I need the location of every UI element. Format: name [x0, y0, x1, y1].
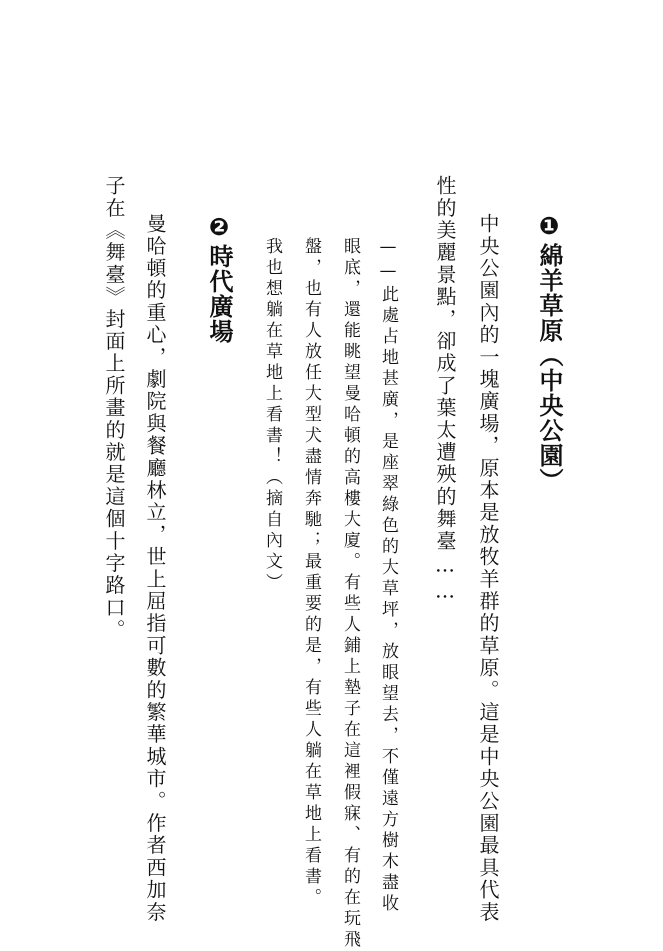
- section1-body-line-2: 性的美麗景點，卻成了葉太遭殃的舞臺……: [433, 175, 457, 605]
- section-heading-times-square: [207, 213, 231, 344]
- quote-line-2: 眼底，還能眺望曼哈頓的高樓大廈。有些人鋪上墊子在這裡假寐、有的在玩飛: [340, 237, 360, 951]
- section-title-1: 綿羊草原（中央公園）: [535, 243, 563, 493]
- quote-line-3: 盤，也有人放任大型犬盡情奔馳；最重要的是，有些人躺在草地上看書。: [301, 237, 321, 909]
- quote-line-4: 我也想躺在草地上看書！（摘自內文）: [262, 237, 282, 594]
- section-number-1: ❶: [535, 212, 563, 241]
- section-number-2: ❷: [205, 213, 233, 242]
- section2-body-line-1: 曼哈頓的重心，劇院與餐廳林立，世上屈指可數的繁華城市。作者西加奈: [143, 213, 167, 924]
- section-title-2: 時代廣場: [205, 244, 233, 344]
- quote-line-1: ——此處占地甚廣，是座翠綠色的大草坪，放眼望去，不僅遠方樹木盡收: [378, 237, 398, 915]
- section2-body-line-2: 子在《舞臺》封面上所畫的就是這個十字路口。: [102, 175, 126, 642]
- section1-body-line-1: 中央公園內的一塊廣場，原本是放牧羊群的草原。這是中央公園最具代表: [476, 213, 500, 924]
- section-heading-sheep-meadow: [537, 212, 561, 493]
